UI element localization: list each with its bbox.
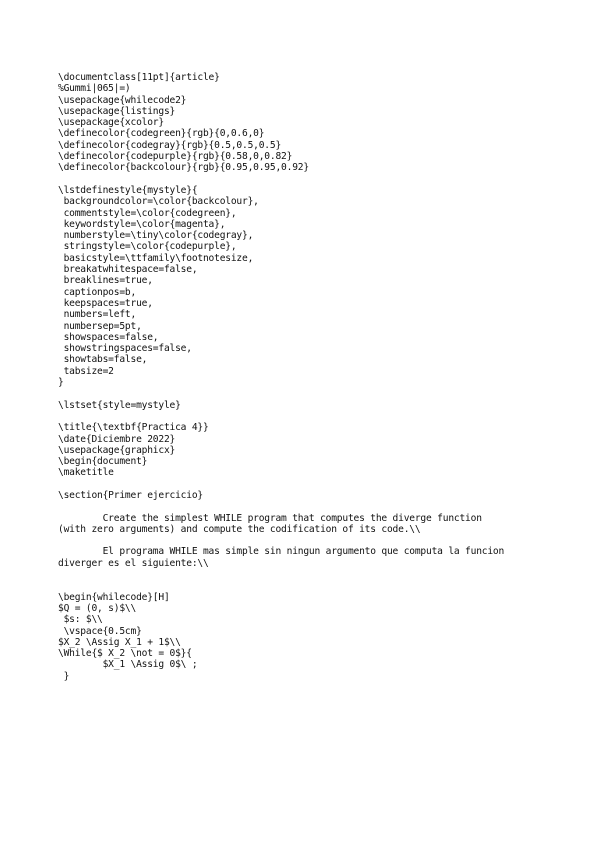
source-line: \usepackage{whilecode2} [58, 94, 187, 106]
source-line: $X_2 \Assig X_1 + 1$\\ [58, 636, 181, 648]
source-line: \lstset{style=mystyle} [58, 399, 181, 411]
blank-line [58, 580, 504, 591]
source-line: Create the simplest WHILE program that computes the diverge function [58, 512, 482, 524]
blank-line [58, 569, 504, 580]
source-line: diverger es el siguiente:\\ [58, 557, 209, 569]
source-line: keywordstyle=\color{magenta}, [58, 218, 226, 230]
latex-source-text [58, 72, 504, 682]
source-line: %Gummi|065|=) [58, 83, 131, 95]
source-line: $X_1 \Assig 0$\ ; [58, 659, 198, 671]
source-line: numberstyle=\tiny\color{codegray}, [58, 230, 254, 242]
source-line: \definecolor{backcolour}{rgb}{0.95,0.95,0.92} [58, 162, 309, 174]
source-line: $s: $\\ [58, 614, 103, 626]
source-line: backgroundcolor=\color{backcolour}, [58, 196, 259, 208]
blank-line [58, 174, 504, 185]
source-line: \lstdefinestyle{mystyle}{ [58, 184, 198, 196]
source-line: \title{\textbf{Practica 4}} [58, 422, 209, 434]
blank-line [58, 388, 504, 399]
blank-line [58, 411, 504, 422]
source-line: \begin{document} [58, 456, 148, 468]
source-line: basicstyle=\ttfamily\footnotesize, [58, 252, 254, 264]
source-line: (with zero arguments) and compute the codification of its code.\\ [58, 523, 421, 535]
source-line: } [58, 670, 70, 682]
source-line: stringstyle=\color{codepurple}, [58, 241, 237, 253]
source-line: keepspaces=true, [58, 297, 153, 309]
source-line: commentstyle=\color{codegreen}, [58, 207, 237, 219]
source-line: } [58, 377, 64, 389]
source-line: numbersep=5pt, [58, 320, 142, 332]
source-line: showspaces=false, [58, 331, 159, 343]
source-line: \date{Diciembre 2022} [58, 433, 176, 445]
source-line: showstringspaces=false, [58, 343, 192, 355]
source-line: \documentclass[11pt]{article} [58, 72, 220, 83]
source-line: \While{$ X_2 \not = 0$}{ [58, 648, 192, 660]
source-line: \vspace{0.5cm} [58, 625, 142, 637]
source-line: showtabs=false, [58, 354, 148, 366]
blank-line [58, 535, 504, 546]
source-line: numbers=left, [58, 309, 137, 321]
source-line: \definecolor{codepurple}{rgb}{0.58,0,0.82} [58, 151, 293, 163]
source-line: tabsize=2 [58, 365, 114, 377]
source-line: \definecolor{codegray}{rgb}{0.5,0.5,0.5} [58, 139, 282, 151]
blank-line [58, 479, 504, 490]
source-line: \maketitle [58, 467, 114, 479]
source-line: \definecolor{codegreen}{rgb}{0,0.6,0} [58, 128, 265, 140]
source-line: \begin{whilecode}[H] [58, 591, 170, 603]
source-line: El programa WHILE mas simple sin ningun argumento que computa la funcion [58, 546, 505, 558]
source-line: \usepackage{listings} [58, 105, 176, 117]
source-line: $Q = (0, s)$\\ [58, 602, 137, 614]
blank-line [58, 501, 504, 512]
source-line: \usepackage{xcolor} [58, 117, 164, 129]
source-line: \section{Primer ejercicio} [58, 489, 203, 501]
source-line: breakatwhitespace=false, [58, 264, 198, 276]
source-line: captionpos=b, [58, 286, 137, 298]
source-line: \usepackage{graphicx} [58, 444, 176, 456]
source-line: breaklines=true, [58, 275, 153, 287]
